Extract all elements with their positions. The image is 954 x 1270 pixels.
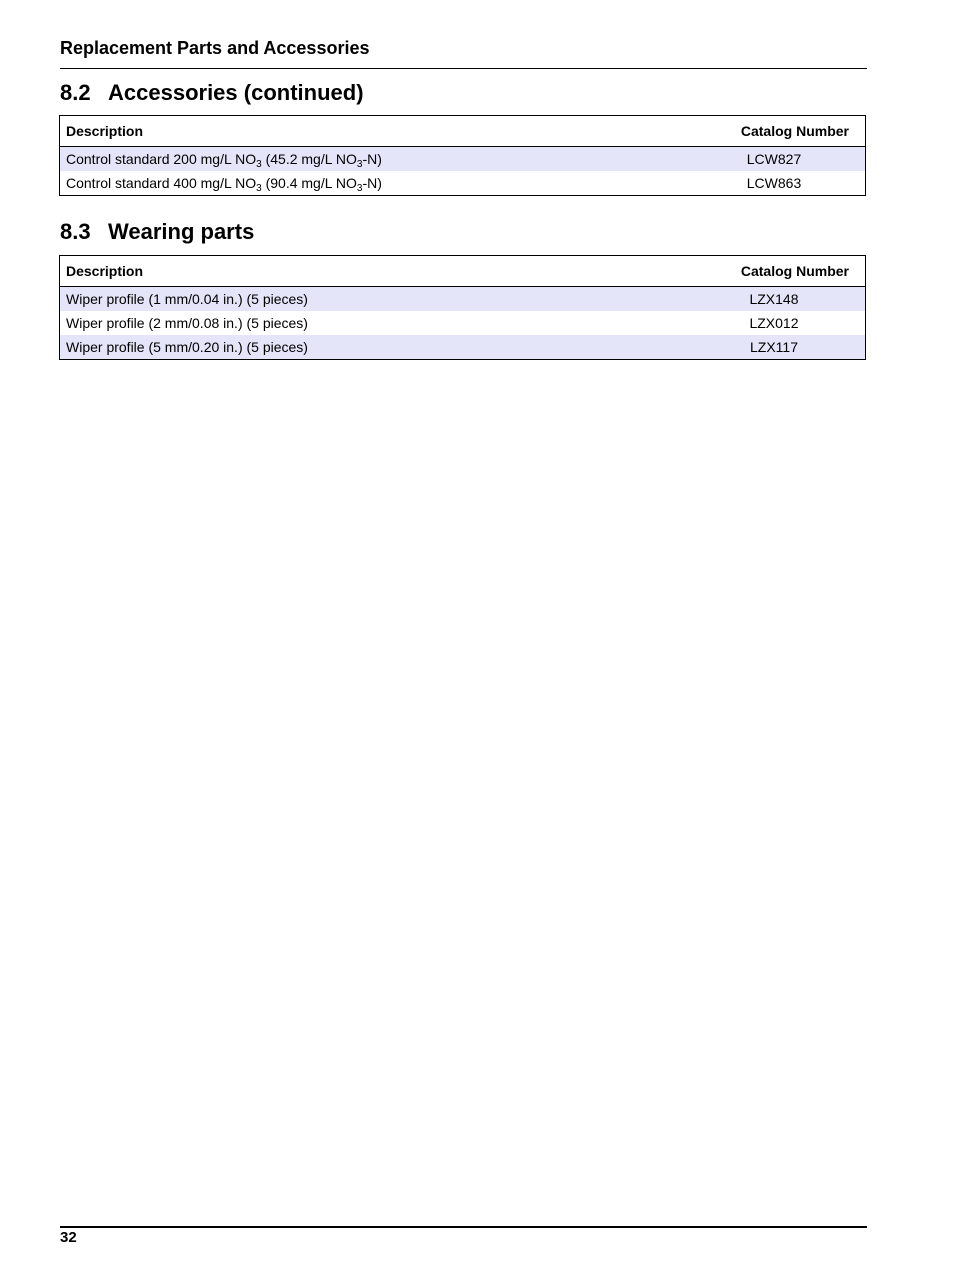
row-description: Wiper profile (5 mm/0.20 in.) (5 pieces) <box>60 335 684 360</box>
row-catalog-number: LZX012 <box>749 315 799 331</box>
row-catalog-number: LZX148 <box>683 287 866 312</box>
section-heading-wearing-parts <box>60 219 254 245</box>
column-header-catalog-number: Catalog Number <box>683 256 866 287</box>
accessories-table <box>59 115 866 196</box>
running-header: Replacement Parts and Accessories <box>60 38 370 58</box>
row-description: Control standard 200 mg/L $NO_3$ (45.2 mg/L $NO_3-N$) <box>60 147 684 172</box>
section-number: 8.2 <box>60 80 91 105</box>
header-rule <box>60 68 867 69</box>
table-header-row <box>60 116 866 147</box>
column-header-description: Description <box>60 256 684 287</box>
column-header-description: Description <box>60 116 684 147</box>
section-number: 8.3 <box>60 219 91 244</box>
row-catalog-number: LZX117 <box>683 335 866 360</box>
table-row <box>60 335 866 360</box>
row-description: Control standard 400 mg/L $NO_3$ (90.4 mg/L $NO_3-N$) <box>66 175 382 194</box>
section-title: Accessories (continued) <box>108 80 364 105</box>
row-catalog-number: LCW863 <box>746 175 802 191</box>
table-header-row <box>60 256 866 287</box>
row-description: Wiper profile (1 mm/0.04 in.) (5 pieces) <box>60 287 684 312</box>
table-row <box>60 171 866 196</box>
section-heading-accessories <box>60 80 364 106</box>
footer-rule <box>60 1226 867 1228</box>
wearing-parts-table <box>59 255 866 360</box>
page-number: 32 <box>60 1229 77 1246</box>
section-title: Wearing parts <box>108 219 255 244</box>
table-row <box>60 287 866 312</box>
column-header-catalog-number: Catalog Number <box>683 116 866 147</box>
row-description: Wiper profile (2 mm/0.08 in.) (5 pieces) <box>66 315 308 331</box>
table-row <box>60 147 866 172</box>
table-row <box>60 311 866 335</box>
row-catalog-number: LCW827 <box>683 147 866 172</box>
